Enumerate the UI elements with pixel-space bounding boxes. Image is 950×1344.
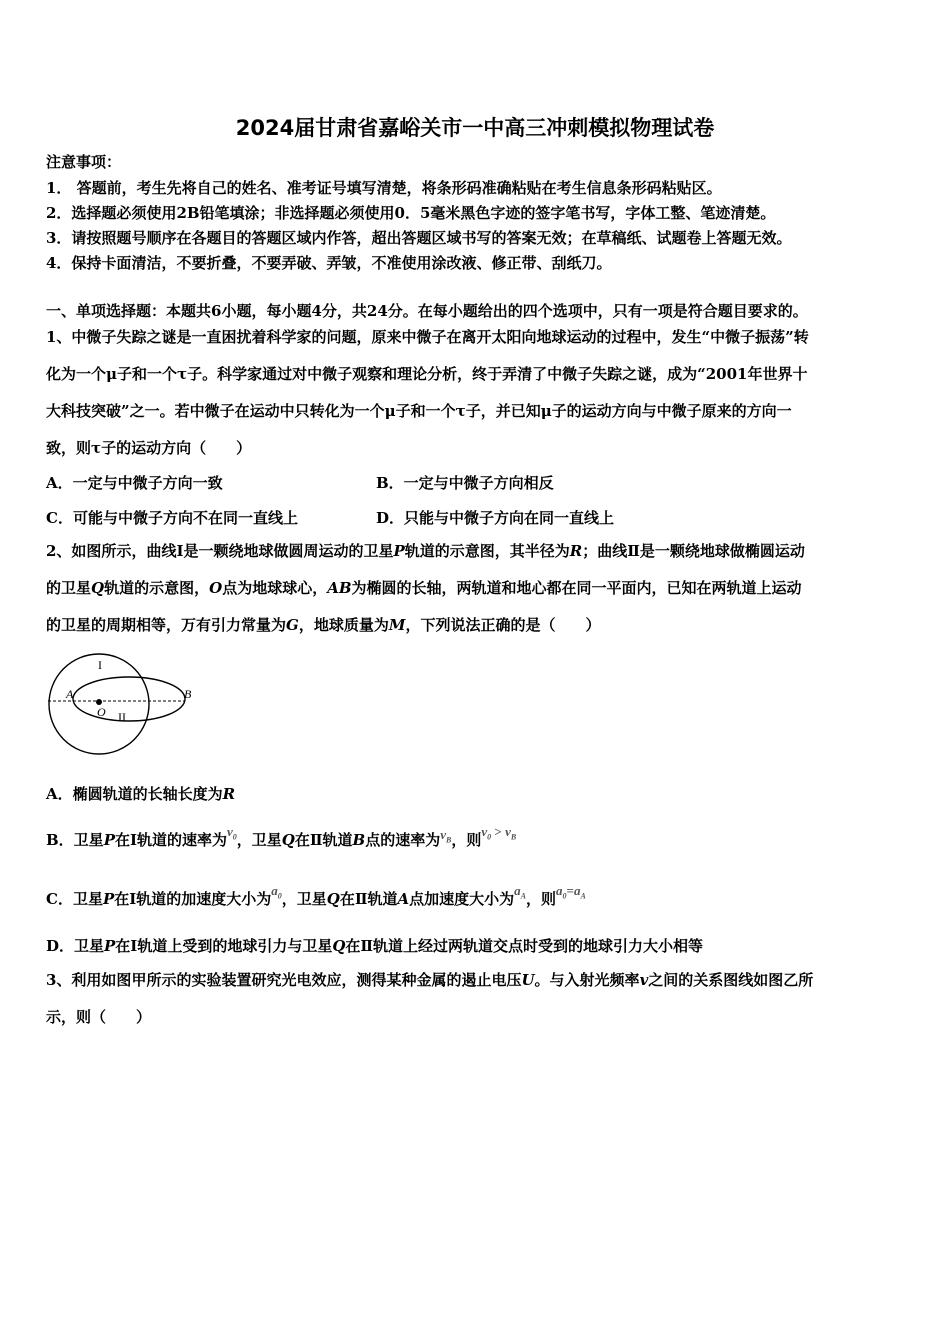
q2-text: A．椭圆轨道的长轴长度为 xyxy=(46,785,223,803)
var-b: B xyxy=(352,831,366,849)
symbol-base: a xyxy=(514,883,521,898)
var-p: P xyxy=(104,937,116,955)
var-o: O xyxy=(209,579,223,597)
symbol-sub: 0 xyxy=(562,891,567,901)
var-q: Q xyxy=(332,937,346,955)
var-r: R xyxy=(569,542,583,560)
symbol-sub: 0 xyxy=(487,832,492,842)
symbol-v0 xyxy=(227,822,237,848)
var-q: Q xyxy=(91,579,105,597)
q2-text: D．卫星 xyxy=(46,937,105,955)
q2-text: 在Ⅱ轨道上经过两轨道交点时受到的地球引力大小相等 xyxy=(345,937,704,955)
symbol-base: v xyxy=(440,827,447,842)
symbol-vb xyxy=(440,825,451,851)
q2-text: 在Ⅱ轨道 xyxy=(294,831,353,849)
var-a: A xyxy=(397,890,410,908)
page-title: 2024届甘肃省嘉峪关市一中高三冲刺模拟物理试卷 xyxy=(235,116,715,140)
label-o: O xyxy=(97,705,106,719)
symbol-base: v xyxy=(227,824,233,839)
section-header: 一、单项选择题：本题共6小题，每小题4分，共24分。在每小题给出的四个选项中，只有一项是符合题目要求的。 xyxy=(46,302,808,320)
symbol-sub: B xyxy=(446,835,452,845)
q3-text: 3、利用如图甲所示的实验装置研究光电效应，测得某种金属的遏止电压 xyxy=(46,971,522,989)
q2-text: 点的速率为 xyxy=(365,831,441,849)
q2-text: 轨道的示意图，其半径为 xyxy=(404,542,570,560)
q2-text: C．卫星 xyxy=(46,890,103,908)
notice-heading: 注意事项： xyxy=(46,153,122,171)
var-p: P xyxy=(103,831,115,849)
var-q: Q xyxy=(281,831,295,849)
symbol-aa xyxy=(514,881,526,907)
q1-line-1: 1、中微子失踪之谜是一直困扰着科学家的问题，原来中微子在离开太阳向地球运动的过程中，发生“中微子振荡”转 xyxy=(46,328,809,346)
q2-text: B．卫星 xyxy=(46,831,104,849)
notice-item-1: 1． 答题前，考生先将自己的姓名、准考证号填写清楚，将条形码准确粘贴在考生信息条形码粘贴区。 xyxy=(46,179,722,197)
q3-line-2: 示，则（ ） xyxy=(46,1008,152,1026)
q1-options-row-2 xyxy=(46,508,916,528)
q1-option-a[interactable]: A．一定与中微子方向一致 xyxy=(46,474,223,492)
var-r: R xyxy=(222,785,236,803)
comparison-v0-gt-vb xyxy=(481,822,516,848)
notice-item-4: 4．保持卡面清洁，不要折叠，不要弄破、弄皱，不准使用涂改液、修正带、刮纸刀。 xyxy=(46,254,612,272)
symbol-sub: B xyxy=(510,832,517,842)
q2-text: ，则 xyxy=(451,831,482,849)
q2-line-3 xyxy=(46,615,916,635)
q2-text: 在Ⅰ轨道上受到的地球引力与卫星 xyxy=(115,937,333,955)
q2-text: 2、如图所示，曲线Ⅰ是一颗绕地球做圆周运动的卫星 xyxy=(46,542,394,560)
q1-option-b[interactable]: B．一定与中微子方向相反 xyxy=(376,474,554,492)
notice-item-3: 3．请按照题号顺序在各题目的答题区域内作答，超出答题区域书写的答案无效；在草稿纸、试题卷上答题无效。 xyxy=(46,229,792,247)
var-ab: AB xyxy=(327,579,352,597)
q2-line-2 xyxy=(46,578,916,598)
q1-option-c[interactable]: C．可能与中微子方向不在同一直线上 xyxy=(46,509,298,527)
q2-text: ，卫星 xyxy=(281,890,327,908)
q2-text: 轨道的示意图， xyxy=(104,579,210,597)
q2-text: 在Ⅱ轨道 xyxy=(339,890,398,908)
q2-text: 的卫星的周期相等，万有引力常量为 xyxy=(46,616,287,634)
notice-item-2: 2．选择题必须使用2B铅笔填涂；非选择题必须使用0．5毫米黑色字迹的签字笔书写，字体工整、笔迹清楚。 xyxy=(46,204,776,222)
label-ii: II xyxy=(118,710,126,724)
q1-option-d[interactable]: D．只能与中微子方向在同一直线上 xyxy=(376,509,615,527)
q1-options-row-1 xyxy=(46,473,916,493)
var-p: P xyxy=(393,542,405,560)
q3-text: 。与入射光频率 xyxy=(534,971,640,989)
symbol-sub: A xyxy=(580,891,586,901)
symbol-sub: 0 xyxy=(277,891,282,901)
operator: = xyxy=(566,883,574,898)
symbol-sub: 0 xyxy=(232,832,237,842)
q2-text: 在Ⅰ轨道的速率为 xyxy=(114,831,227,849)
q2-text: 点加速度大小为 xyxy=(409,890,515,908)
q2-text: 点为地球球心， xyxy=(222,579,328,597)
operator: > xyxy=(491,824,506,839)
var-v: v xyxy=(639,971,649,989)
q2-option-c[interactable] xyxy=(46,883,916,916)
q3-line-1 xyxy=(46,970,916,990)
symbol-sub: A xyxy=(520,891,527,901)
label-i: I xyxy=(98,658,102,672)
q1-line-2: 化为一个μ子和一个τ子。科学家通过对中微子观察和理论分析，终于弄清了中微子失踪之谜，成为“2001年世界十 xyxy=(46,365,808,383)
q3-text: 之间的关系图线如图乙所 xyxy=(648,971,814,989)
orbit-diagram xyxy=(44,652,200,762)
q2-text: ，地球质量为 xyxy=(298,616,389,634)
var-p: P xyxy=(102,890,115,908)
var-q: Q xyxy=(326,890,340,908)
q2-text: ，卫星 xyxy=(236,831,282,849)
symbol-base: v xyxy=(505,824,511,839)
q2-text: 为椭圆的长轴，两轨道和地心都在同一平面内，已知在两轨道上运动 xyxy=(351,579,802,597)
label-a: A xyxy=(66,687,74,701)
q2-option-a[interactable] xyxy=(46,784,916,804)
var-m: M xyxy=(388,616,406,634)
q2-text: ，下列说法正确的是（ ） xyxy=(405,616,601,634)
q1-line-4: 致，则τ子的运动方向（ ） xyxy=(46,439,252,457)
q2-text: 的卫星 xyxy=(46,579,92,597)
symbol-base: a xyxy=(271,883,278,898)
q1-line-3: 大科技突破”之一。若中微子在运动中只转化为一个μ子和一个τ子，并已知μ子的运动方向与中微子原来的方向一 xyxy=(46,402,792,420)
q2-text: ，则 xyxy=(526,890,557,908)
symbol-a0 xyxy=(271,881,282,907)
var-g: G xyxy=(286,616,299,634)
symbol-base: v xyxy=(481,824,488,839)
comparison-a0-eq-aa xyxy=(556,881,586,907)
symbol-base: a xyxy=(573,883,581,898)
q2-line-1 xyxy=(46,541,916,561)
q2-text: ；曲线Ⅱ是一颗绕地球做椭圆运动 xyxy=(582,542,805,560)
q2-text: 在Ⅰ轨道的加速度大小为 xyxy=(114,890,272,908)
q2-option-d[interactable] xyxy=(46,936,916,956)
q2-option-b[interactable] xyxy=(46,824,916,857)
var-u: U xyxy=(521,971,535,989)
label-b: B xyxy=(184,687,192,701)
elliptical-orbit-ii xyxy=(73,677,185,721)
symbol-base: a xyxy=(556,883,563,898)
